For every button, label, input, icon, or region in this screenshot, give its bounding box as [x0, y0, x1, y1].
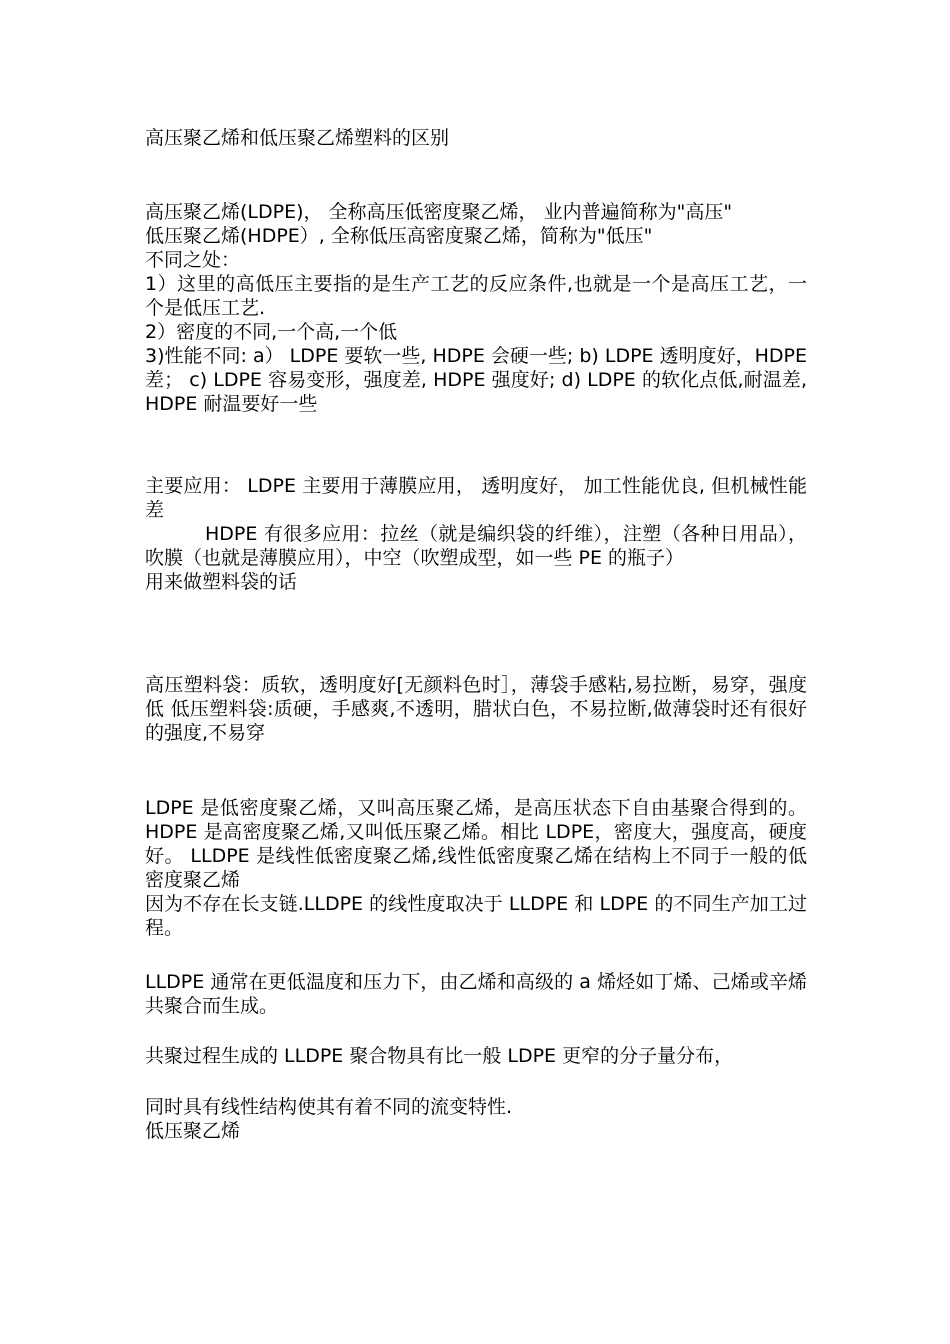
- section-lldpe: [145, 796, 807, 940]
- paragraph: 高压聚乙烯(LDPE)， 全称高压低密度聚乙烯， 业内普遍简称为"高压": [145, 201, 733, 223]
- section-molecular-weight: [145, 1044, 807, 1068]
- paragraph: 1）这里的高低压主要指的是生产工艺的反应条件,也就是一个是高压工艺，一个是低压工艺.: [145, 273, 807, 319]
- paragraph: 不同之处：: [145, 249, 241, 271]
- paragraph: 用来做塑料袋的话: [145, 571, 298, 593]
- paragraph: 共聚过程生成的 LLDPE 聚合物具有比一般 LDPE 更窄的分子量分布，: [145, 1045, 734, 1067]
- paragraph: HDPE 有很多应用：拉丝（就是编织袋的纤维），注塑（各种日用品），吹膜（也就是薄膜应用），中空（吹塑成型，如一些 PE 的瓶子）: [145, 523, 807, 569]
- paragraph: 3)性能不同: a） LDPE 要软一些, HDPE 会硬一些; b) LDPE 透明度好，HDPE 差； c) LDPE 容易变形，强度差, HDPE 强度好; d) LDPE 的软化点低,耐温差, HDPE 耐温要好一些: [145, 345, 807, 415]
- document-title: [145, 126, 807, 150]
- paragraph: LDPE 是低密度聚乙烯，又叫高压聚乙烯，是高压状态下自由基聚合得到的。 HDPE 是高密度聚乙烯,又叫低压聚乙烯。相比 LDPE，密度大，强度高，硬度好。 LLDPE 是线性低密度聚乙烯,线性低密度聚乙烯在结构上不同于一般的低密度聚乙烯: [145, 797, 807, 891]
- paragraph: 主要应用： LDPE 主要用于薄膜应用， 透明度好， 加工性能优良, 但机械性能差: [145, 475, 807, 521]
- paragraph: 同时具有线性结构使其有着不同的流变特性.: [145, 1096, 513, 1118]
- paragraph: 低压聚乙烯(HDPE）, 全称低压高密度聚乙烯，简称为"低压": [145, 225, 653, 247]
- section-lldpe-production: [145, 970, 807, 1018]
- paragraph: 因为不存在长支链.LLDPE 的线性度取决于 LLDPE 和 LDPE 的不同生产加工过程。: [145, 893, 807, 939]
- paragraph: 低压聚乙烯: [145, 1120, 241, 1142]
- paragraph: LLDPE 通常在更低温度和压力下，由乙烯和高级的 a 烯烃如丁烯、己烯或辛烯共聚合而生成。: [145, 971, 807, 1017]
- section-plastic-bags: [145, 673, 807, 745]
- paragraph: 高压塑料袋：质软，透明度好[无颜料色时］，薄袋手感粘,易拉断，易穿，强度低 低压塑料袋:质硬，手感爽,不透明，腊状白色，不易拉断,做薄袋时还有很好的强度,不易穿: [145, 674, 807, 744]
- title-text: 高压聚乙烯和低压聚乙烯塑料的区别: [145, 127, 450, 149]
- section-applications: [145, 474, 807, 594]
- section-rheology: [145, 1095, 807, 1143]
- paragraph: 2）密度的不同,一个高,一个低: [145, 321, 398, 343]
- section-definitions: [145, 200, 807, 416]
